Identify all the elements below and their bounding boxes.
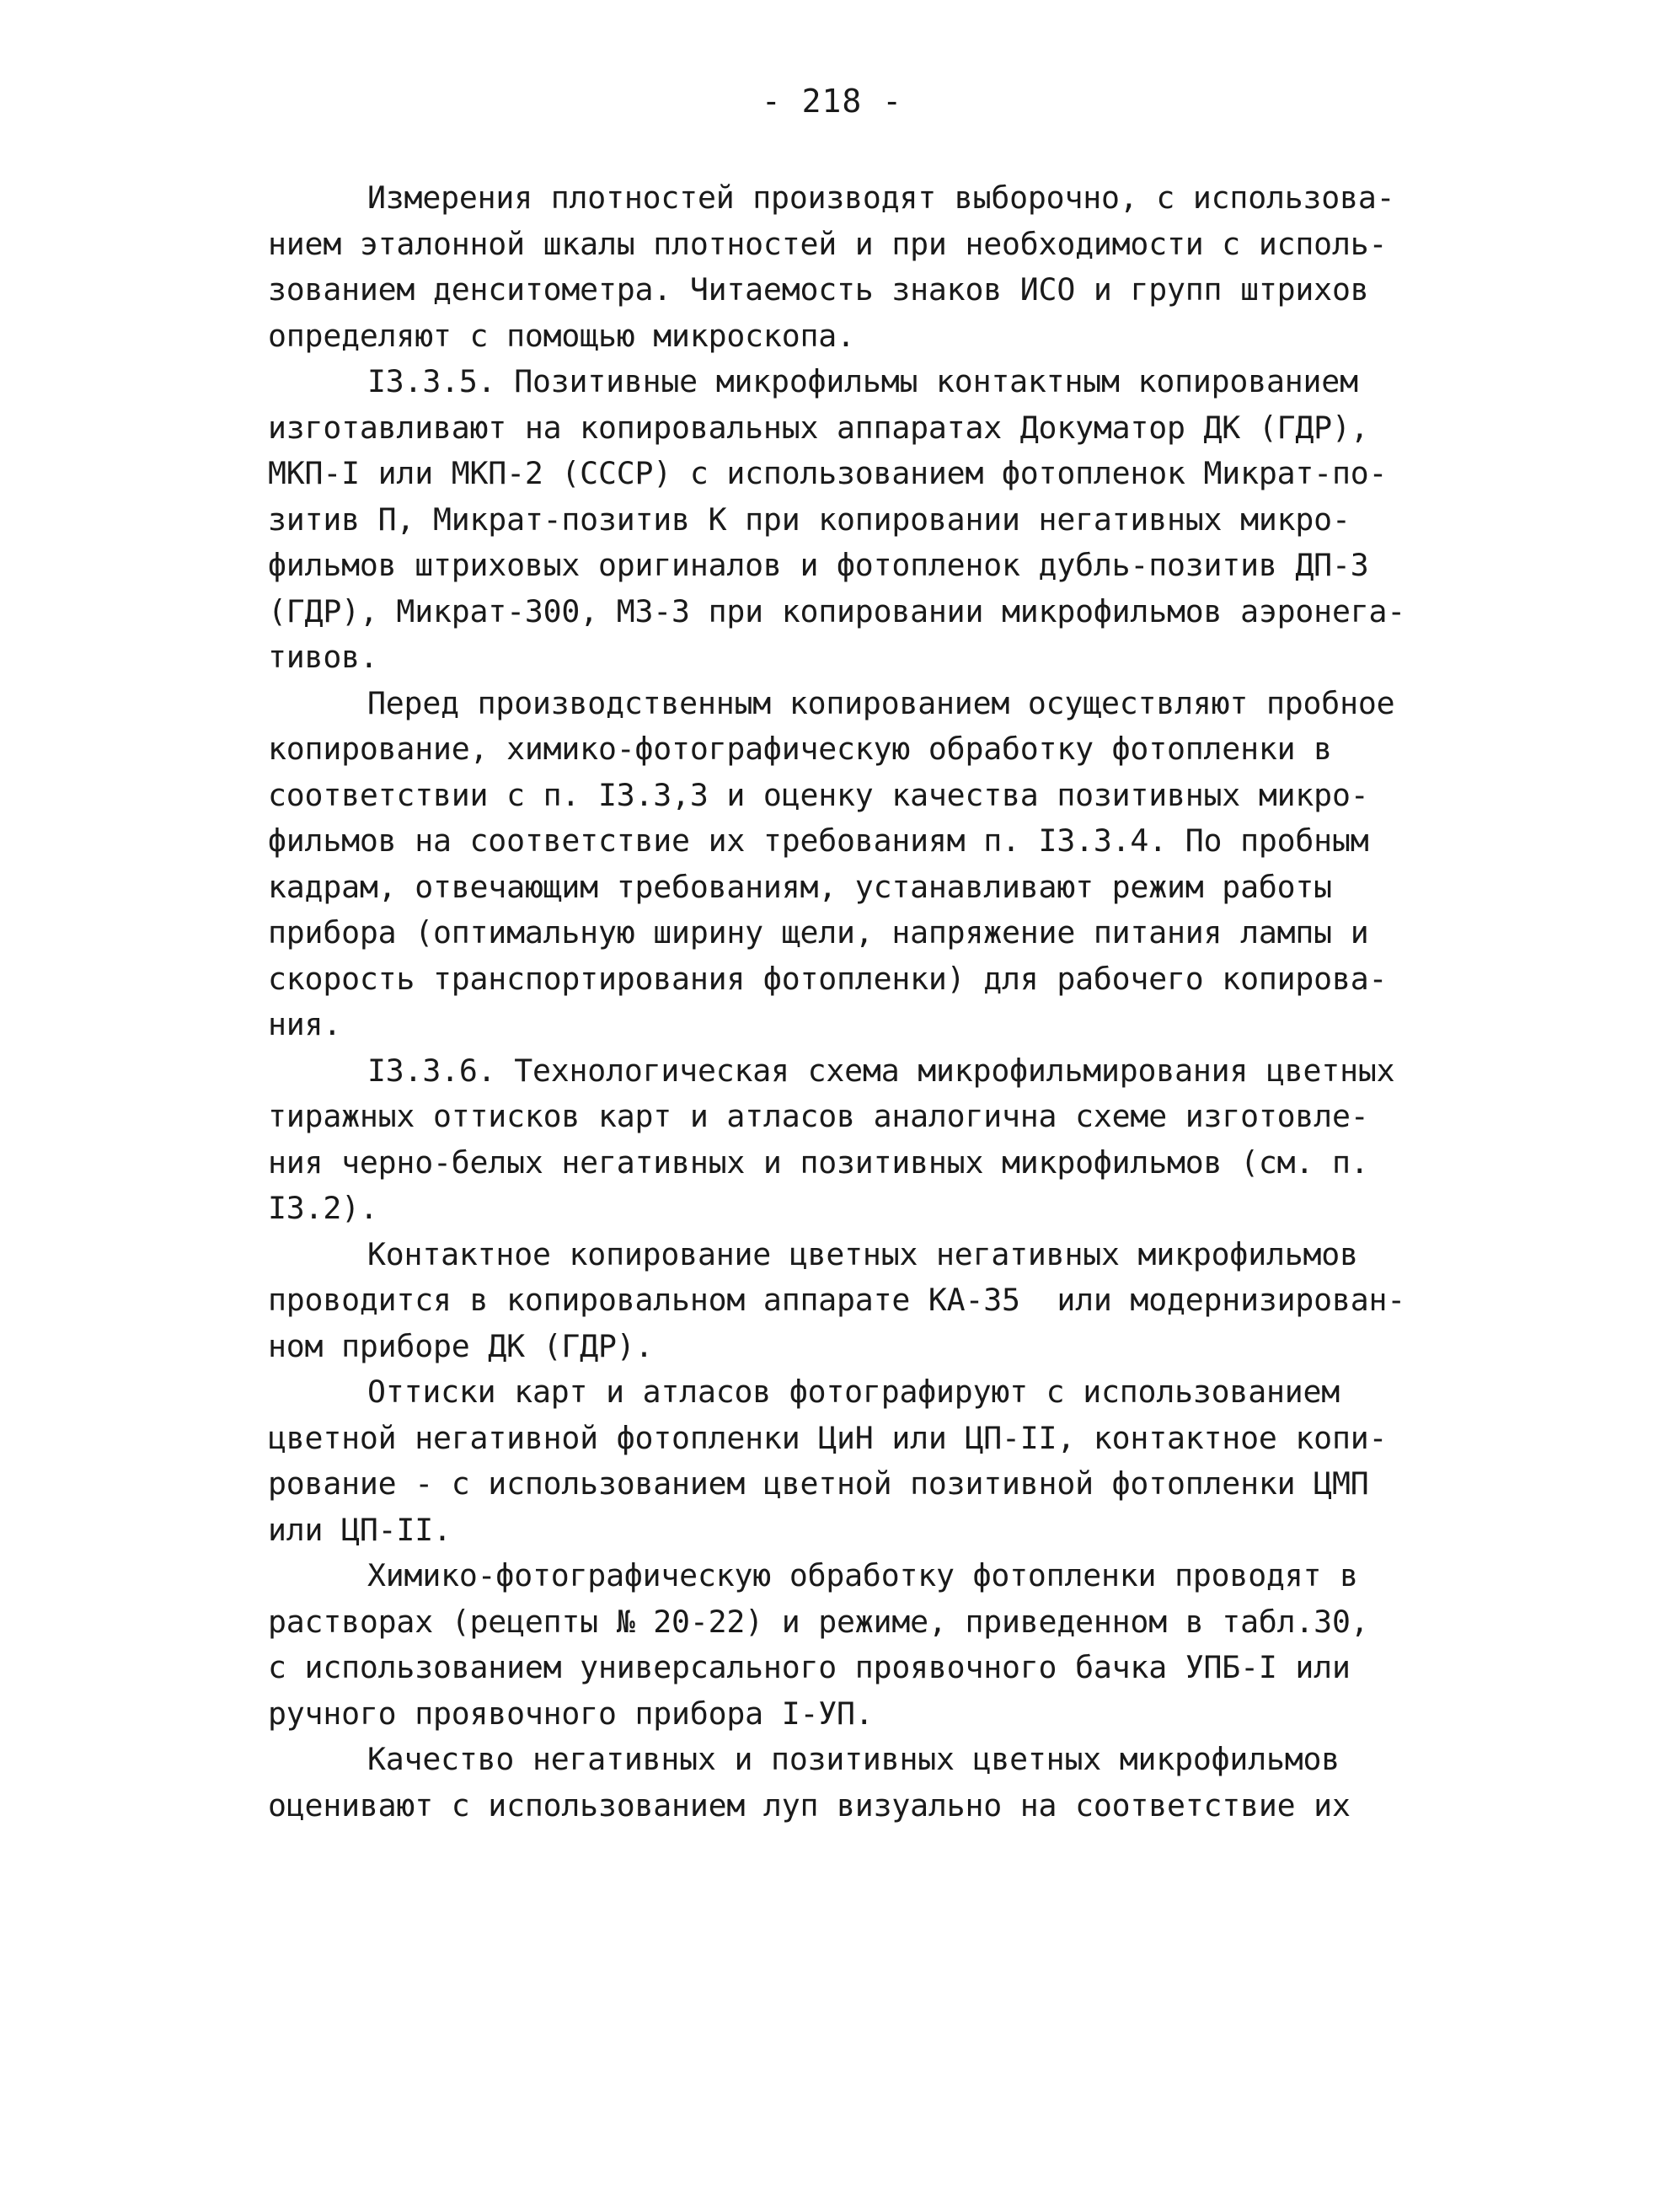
text-line: Контактное копирование цветных негативных микрофильмов <box>367 1235 1358 1272</box>
text-line: ния. <box>268 1006 342 1042</box>
text-line: ния черно-белых негативных и позитивных микрофильмов (см. п. <box>268 1143 1369 1181</box>
text-line: рование - с использованием цветной позитивной фотопленки ЦМП <box>268 1465 1369 1502</box>
text-line: определяют с помощью микроскопа. <box>268 317 855 354</box>
text-line: Химико-фотографическую обработку фотопленки проводят в <box>367 1557 1358 1593</box>
text-line: ном приборе ДК (ГДР). <box>268 1327 654 1364</box>
text-line: кадрам, отвечающим требованиям, устанавливают режим работы <box>268 868 1332 905</box>
text-line: или ЦП-II. <box>268 1511 452 1548</box>
text-line: скорость транспортирования фотопленки) для рабочего копирова- <box>268 960 1388 997</box>
text-line: Оттиски карт и атласов фотографируют с использованием <box>367 1374 1340 1410</box>
text-line: фильмов штриховых оригиналов и фотопленок дубль-позитив ДП-3 <box>268 547 1369 583</box>
text-line: I3.3.6. Технологическая схема микрофильмирования цветных <box>367 1052 1395 1089</box>
text-line: фильмов на соответствие их требованиям п. I3.3.4. По пробным <box>268 822 1369 859</box>
text-line: Измерения плотностей производят выборочно, с использова- <box>367 179 1395 216</box>
text-line: изготавливают на копировальных аппаратах Докуматор ДК (ГДР), <box>268 409 1369 446</box>
text-line: I3.2). <box>268 1190 378 1226</box>
text-line: оценивают с использованием луп визуально на соответствие их <box>268 1786 1351 1824</box>
text-line: Качество негативных и позитивных цветных микрофильмов <box>367 1741 1340 1777</box>
text-line: с использованием универсального проявочного бачка УПБ-I или <box>268 1649 1351 1685</box>
text-line: прибора (оптимальную ширину щели, напряжение питания лампы и <box>268 914 1369 951</box>
text-line: растворах (рецепты № 20-22) и режиме, приведенном в табл.30, <box>268 1603 1369 1640</box>
text-line: (ГДР), Микрат-300, МЗ-3 при копировании микрофильмов аэронега- <box>268 592 1406 629</box>
text-line: Перед производственным копированием осуществляют пробное <box>367 684 1395 721</box>
text-line: МКП-I или МКП-2 (СССР) с использованием фотопленок Микрат-по- <box>268 455 1388 491</box>
text-line: тиражных оттисков карт и атласов аналогична схеме изготовле- <box>268 1098 1369 1134</box>
text-line: цветной негативной фотопленки ЦиН или ЦП-II, контактное копи- <box>268 1419 1388 1456</box>
text-line: ручного проявочного прибора I-УП. <box>268 1695 874 1732</box>
text-line: проводится в копировальном аппарате КА-35 или модернизирован- <box>268 1282 1406 1318</box>
text-line: копирование, химико-фотографическую обработку фотопленки в <box>268 731 1332 767</box>
text-line: I3.3.5. Позитивные микрофильмы контактным копированием <box>367 363 1358 399</box>
body-text <box>268 175 1439 1829</box>
text-line: зованием денситометра. Читаемость знаков ИСО и групп штрихов <box>268 271 1369 308</box>
page-number: - 218 - <box>761 83 903 120</box>
text-line: тивов. <box>268 639 378 675</box>
text-line: соответствии с п. I3.3,3 и оценку качества позитивных микро- <box>268 776 1369 813</box>
text-line: нием эталонной шкалы плотностей и при необходимости с исполь- <box>268 225 1388 262</box>
text-line: зитив П, Микрат-позитив К при копировании негативных микро- <box>268 501 1351 538</box>
